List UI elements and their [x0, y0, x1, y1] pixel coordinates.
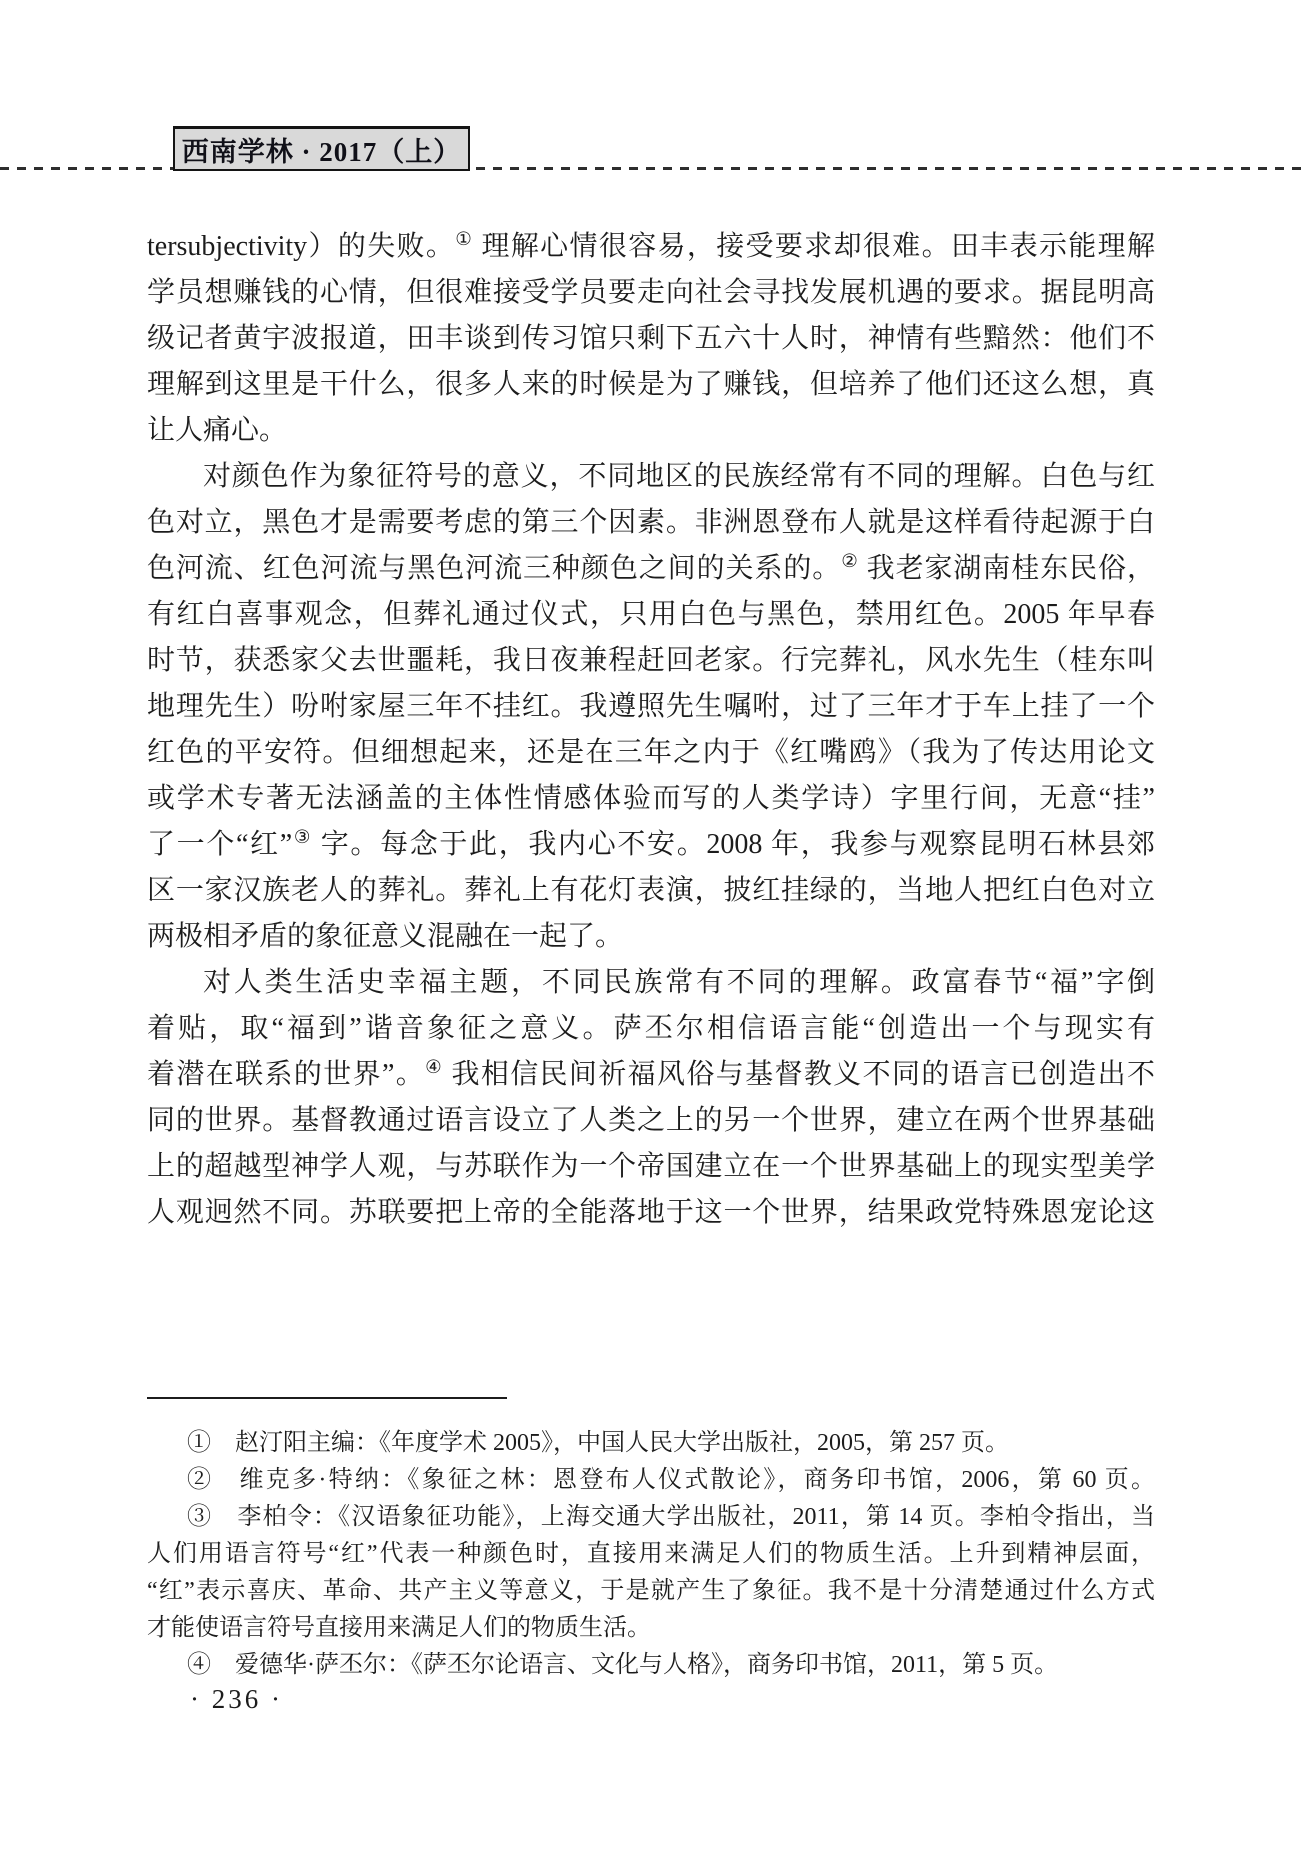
text-line: 有红白喜事观念，但葬礼通过仪式，只用白色与黑色，禁用红色。2005 年早春: [147, 599, 1155, 630]
text-line: 人观迥然不同。苏联要把上帝的全能落地于这一个世界，结果政党特殊恩宠论这: [147, 1197, 1155, 1228]
text-line: 理解到这里是干什么，很多人来的时候是为了赚钱，但培养了他们还这么想，真: [147, 369, 1155, 400]
text-line: 着贴，取“福到”谐音象征之意义。萨丕尔相信语言能“创造出一个与现实有: [147, 1013, 1155, 1044]
text-line: tersubjectivity）的失败。① 理解心情很容易，接受要求却很难。田丰表示能理解: [147, 228, 1155, 262]
text-line: 两极相矛盾的象征意义混融在一起了。: [147, 921, 624, 952]
text-line: 级记者黄宇波报道，田丰谈到传习馆只剩下五六十人时，神情有些黯然：他们不: [147, 323, 1155, 354]
footnote-line: 才能使语言符号直接用来满足人们的物质生活。: [147, 1615, 651, 1641]
text-line: 上的超越型神学人观，与苏联作为一个帝国建立在一个世界基础上的现实型美学: [147, 1151, 1155, 1182]
text-line: 色对立，黑色才是需要考虑的第三个因素。非洲恩登布人就是这样看待起源于白: [147, 507, 1155, 538]
footnote-line: ③ 李柏令：《汉语象征功能》，上海交通大学出版社，2011，第 14 页。李柏令指出，当: [187, 1504, 1155, 1530]
footnote-line: ④ 爱德华·萨丕尔：《萨丕尔论语言、文化与人格》，商务印书馆，2011，第 5 页。: [187, 1652, 1059, 1678]
text-line: 对人类生活史幸福主题，不同民族常有不同的理解。政富春节“福”字倒: [203, 967, 1155, 998]
footnote-line: 人们用语言符号“红”代表一种颜色时，直接用来满足人们的物质生活。上升到精神层面，: [147, 1541, 1155, 1567]
text-line: 或学术专著无法涵盖的主体性情感体验而写的人类学诗）字里行间，无意“挂”: [147, 783, 1155, 814]
text-line: 了一个“红”③ 字。每念于此，我内心不安。2008 年，我参与观察昆明石林县郊: [147, 826, 1155, 860]
text-line: 红色的平安符。但细想起来，还是在三年之内于《红嘴鸥》（我为了传达用论文: [147, 737, 1155, 768]
text-line: 着潜在联系的世界”。④ 我相信民间祈福风俗与基督教义不同的语言已创造出不: [147, 1056, 1155, 1090]
footnote: [147, 1425, 1155, 1462]
footnote: [147, 1462, 1155, 1499]
paragraph: [147, 224, 1155, 454]
article-body: [147, 224, 1155, 1236]
footnote: [147, 1499, 1155, 1647]
text-line: 让人痛心。: [147, 415, 288, 446]
footnote: [147, 1647, 1155, 1684]
footnote-line: ① 赵汀阳主编：《年度学术 2005》，中国人民大学出版社，2005，第 257 页。: [187, 1430, 1009, 1456]
text-line: 学员想赚钱的心情，但很难接受学员要走向社会寻找发展机遇的要求。据昆明高: [147, 277, 1155, 308]
footnote-line: “红”表示喜庆、革命、共产主义等意义，于是就产生了象征。我不是十分清楚通过什么方式: [147, 1578, 1155, 1604]
paragraph: [147, 960, 1155, 1236]
text-line: 区一家汉族老人的葬礼。葬礼上有花灯表演，披红挂绿的，当地人把红白色对立: [147, 875, 1155, 906]
journal-title: 西南学林 · 2017（上）: [181, 136, 462, 167]
text-line: 色河流、红色河流与黑色河流三种颜色之间的关系的。② 我老家湖南桂东民俗，: [147, 550, 1155, 584]
text-line: 时节，获悉家父去世噩耗，我日夜兼程赶回老家。行完葬礼，风水先生（桂东叫: [147, 645, 1155, 676]
journal-header-badge: [173, 126, 470, 171]
footnote-separator: [147, 1397, 507, 1399]
text-line: 同的世界。基督教通过语言设立了人类之上的另一个世界，建立在两个世界基础: [147, 1105, 1155, 1136]
footnote-line: ② 维克多·特纳：《象征之林：恩登布人仪式散论》，商务印书馆，2006，第 60 页。: [187, 1467, 1155, 1493]
text-line: 对颜色作为象征符号的意义，不同地区的民族经常有不同的理解。白色与红: [203, 461, 1155, 492]
text-line: 地理先生）吩咐家屋三年不挂红。我遵照先生嘱咐，过了三年才于车上挂了一个: [147, 691, 1155, 722]
paragraph: [147, 454, 1155, 960]
footnotes: [147, 1425, 1155, 1684]
page-number: · 236 ·: [190, 1684, 283, 1714]
